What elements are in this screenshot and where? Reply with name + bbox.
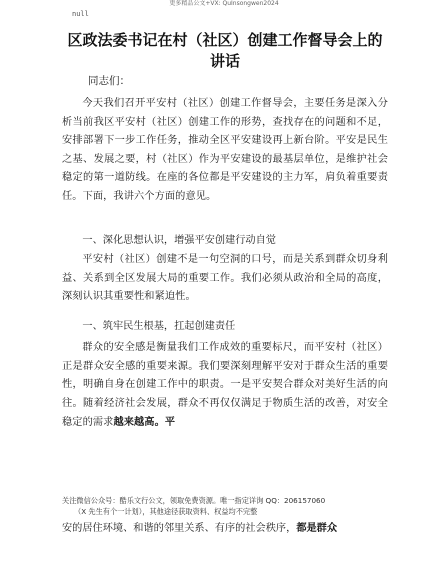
- paragraph-section-1: 平安村（社区）创建不是一句空洞的口号，而是关系到群众切身利益、关系到全区发展大局的重要工作。我们必须从政治和全局的高度，深刻认识其重要性和紧迫性。: [62, 254, 388, 303]
- paragraph-section-2: [62, 339, 388, 489]
- paragraph-intro: 今天我们召开平安村（社区）创建工作督导会，主要任务是深入分析当前我区平安村（社区）创建工作的形势，查找存在的问题和不足，安排部署下一步工作任务，推动全区平安建设再上新台阶。平安是民生之基、发展之要，村（社区）作为平安建设的最基层单位，是维护社会稳定的第一道防线。在座的各位都是平安建设的主力军，肩负着重要责任。下面，我讲六个方面的意见。: [62, 98, 388, 202]
- paragraph-tail-bold: 都是群众: [296, 522, 338, 534]
- footer-promo-line-2: （X 先生有个一计划），其他途径获取资料、权益均不完整: [74, 507, 258, 516]
- paragraph-tail-line: [62, 520, 388, 537]
- doc-id-label: null: [72, 10, 89, 18]
- section-heading-2: 一、筑牢民生根基，扛起创建责任: [82, 321, 236, 332]
- footer-promo-line-1: 关注微信公众号：酷乐文行公文，领取免费资源。唯一指定详询 QQ：206157060: [62, 496, 326, 505]
- section-heading-1: 一、深化思想认识，增强平安创建行动自觉: [82, 235, 276, 246]
- paragraph-section-2-text: 群众的安全感是衡量我们工作成效的重要标尺，而平安村（社区）正是群众安全感的重要来源。我们要深刻理解平安对于群众生活的重要性，明确自身在创建工作中的职责。一是平安契合群众对美好生活的向往。随着经济社会发展，群众不再仅仅满足于物质生活的改善，对安全稳定的需求: [62, 342, 388, 429]
- top-banner: 更多精品公文+VX: QuInsongwen2024: [169, 0, 279, 7]
- salutation: 同志们：: [88, 75, 130, 87]
- paragraph-tail-text: 安的居住环境、和谐的邻里关系、有序的社会秩序，: [62, 523, 297, 534]
- paragraph-section-2-bold-1: 越来越高。平: [113, 416, 176, 429]
- document-title: 区政法委书记在村（社区）创建工作督导会上的讲话: [67, 31, 383, 70]
